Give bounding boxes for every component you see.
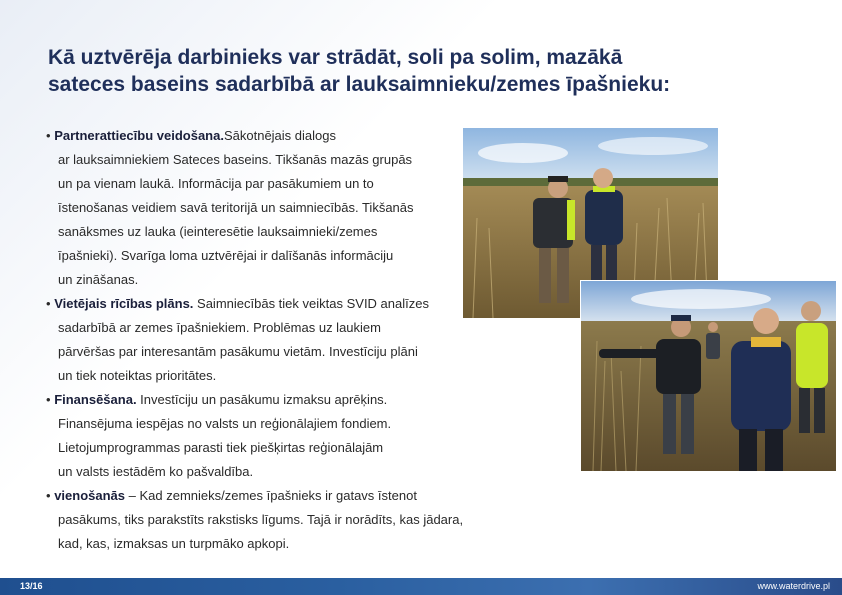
bullet-heading: vienošanās (54, 488, 126, 503)
bullet-text: sadarbībā ar zemes īpašniekiem. Problēmas uz laukiem (58, 320, 381, 335)
footer-bar (0, 578, 842, 595)
bullet-text: un zināšanas. (58, 272, 139, 287)
bullet-marker: • (46, 392, 51, 407)
bullet-text: kad, kas, izmaksas un turpmāko apkopi. (58, 536, 290, 551)
bullet-text: Lietojumprogrammas parasti tiek piešķirtas reģionālajām (58, 440, 384, 455)
bullet-local-plan (46, 292, 466, 388)
bullet-marker: • (46, 128, 51, 143)
title-line-2: sateces baseins sadarbībā ar lauksaimnieku/zemes īpašnieku: (48, 73, 671, 96)
bullet-text: sanāksmes uz lauka (ieinteresētie lauksaimnieki/zemes (58, 224, 378, 239)
website-link[interactable]: www.waterdrive.pl (757, 581, 830, 591)
bullet-text: un pa vienam laukā. Informācija par pasākumiem un to (58, 176, 374, 191)
bullet-text: ar lauksaimniekiem Sateces baseins. Tikšanās mazās grupās (58, 152, 413, 167)
bullet-text: Investīciju un pasākumu izmaksu aprēķins. (136, 392, 388, 407)
bullet-text: īstenošanas veidiem savā teritorijā un saimniecībās. Tikšanās (58, 200, 414, 215)
field-photo-2 (580, 280, 837, 472)
bullet-text: pasākums, tiks parakstīts rakstisks līgums. Tajā ir norādīts, kas jādara, (58, 512, 464, 527)
bullet-first-line (46, 292, 466, 316)
page-title (48, 44, 728, 98)
bullet-text: Finansējuma iespējas no valsts un reģionālajiem fondiem. (58, 416, 392, 431)
bullet-text: un tiek noteiktas prioritātes. (58, 368, 217, 383)
bullet-text: pārvēršas par interesantām pasākumu vietām. Investīciju plāni (58, 344, 418, 359)
bullet-text: un valsts iestādēm ko pašvaldība. (58, 464, 254, 479)
bullet-partnership (46, 124, 466, 292)
bullet-agreement (46, 484, 466, 556)
bullet-text: īpašnieki). Svarīga loma uztvērējai ir dalīšanās informāciju (58, 248, 394, 263)
bullet-text: Saimniecībās tiek veiktas SVID analīzes (193, 296, 429, 311)
title-line-1: Kā uztvērēja darbinieks var strādāt, soli pa solim, mazākā (48, 46, 623, 69)
bullet-financing (46, 388, 466, 484)
bullet-first-line (46, 484, 466, 508)
bullet-list (46, 124, 466, 556)
bullet-text: – Kad zemnieks/zemes īpašnieks ir gatavs īstenot (125, 488, 417, 503)
bullet-heading: Finansēšana. (54, 392, 137, 407)
bullet-marker: • (46, 296, 51, 311)
bullet-heading: Vietējais rīcības plāns. (54, 296, 194, 311)
bullet-text: Sākotnējais dialogs (223, 128, 336, 143)
bullet-first-line (46, 388, 466, 412)
bullet-heading: Partnerattiecību veidošana. (54, 128, 224, 143)
bullet-first-line (46, 124, 466, 148)
bullet-marker: • (46, 488, 51, 503)
page-number: 13/16 (20, 581, 43, 591)
